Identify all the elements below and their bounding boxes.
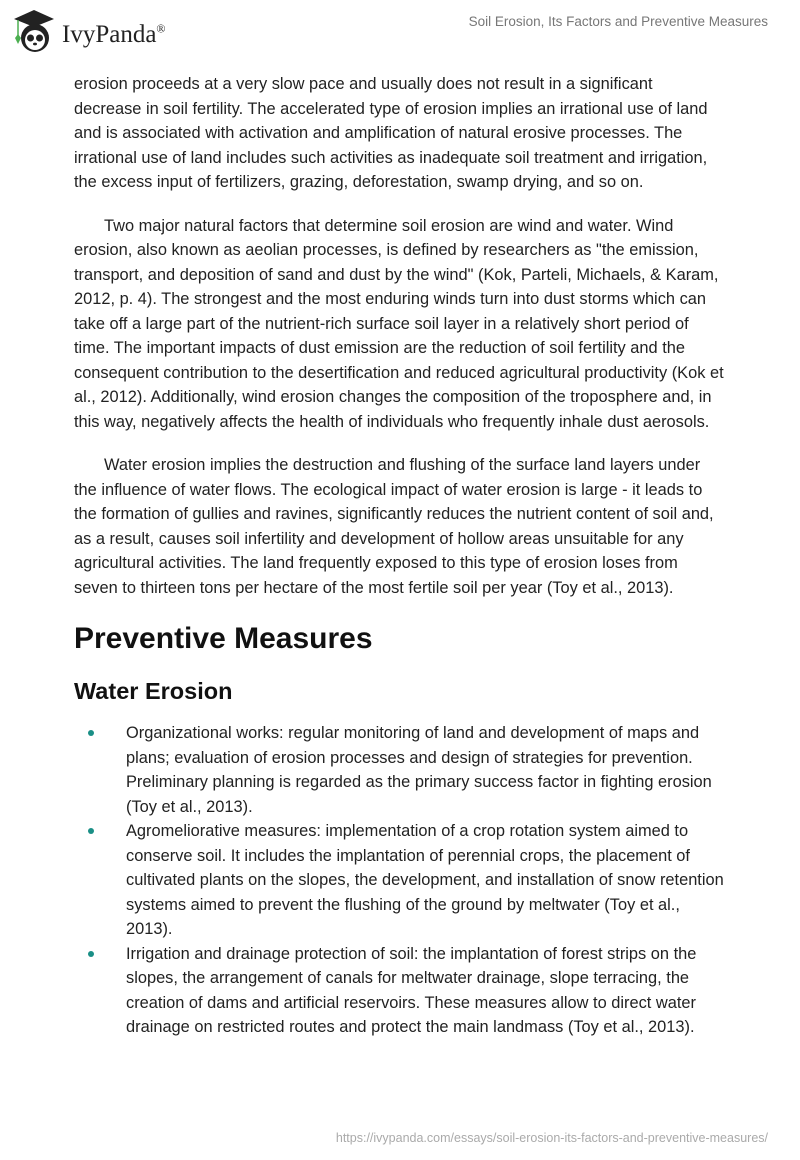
logo-text: IvyPanda® [62,21,166,48]
paragraph: Water erosion implies the destruction and flushing of the surface land layers under the influence of water flows. The ecological impact of water erosion is large - it leads to the formation of gullies and ravines, significantly reduces the nutrient content of soil and, as a result, causes soil infertility and development of hollow areas unsuitable for any agricultural activities. The land frequently exposed to this type of erosion loses from seven to thirteen tons per hectare of the most fertile soil per year (Toy et al., 2013). [74,456,714,597]
source-url[interactable]: https://ivypanda.com/essays/soil-erosion-its-factors-and-preventive-measures/ [335,1131,768,1145]
essay-content [74,72,724,1040]
list-item: Organizational works: regular monitoring of land and development of maps and plans; evaluation of erosion processes and design of strategies for prevention. Preliminary planning is regarded as the primary success factor in fighting erosion (Toy et al., 2013). [74,721,724,819]
ivypanda-logo[interactable] [12,8,166,54]
paragraph: erosion proceeds at a very slow pace and usually does not result in a significant decrease in soil fertility. The accelerated type of erosion implies an irrational use of land and is associated with activation and amplification of natural erosive processes. The irrational use of land includes such activities as inadequate soil treatment and irrigation, the excess input of fertilizers, grazing, deforestation, swamp drying, and so on. [74,75,708,191]
subsection-heading: Water Erosion [74,678,233,704]
page-header [0,0,800,60]
paragraph: Two major natural factors that determine soil erosion are wind and water. Wind erosion, also known as aeolian processes, is defined by researchers as "the emission, transport, and deposition of sand and dust by the wind" (Kok, Parteli, Michaels, & Karam, 2012, p. 4). The strongest and the most enduring winds turn into dust storms which can take off a large part of the nutrient-rich surface soil layer in a relatively short period of time. The important impacts of dust emission are the reduction of soil fertility and the consequent contribution to the desertification and reduced agricultural productivity (Kok et al., 2012). Additionally, wind erosion changes the composition of the troposphere and, in this way, negatively affects the health of individuals who frequently inhale dust aerosols. [74,216,724,431]
list-item: Irrigation and drainage protection of soil: the implantation of forest strips on the slopes, the arrangement of canals for meltwater drainage, slope terracing, the creation of dams and artificial reservoirs. These measures allow to direct water drainage on restricted routes and protect the main landmass (Toy et al., 2013). [74,942,724,1040]
document-title: Soil Erosion, Its Factors and Preventive Measures [468,14,768,29]
bullet-list [74,721,724,1040]
bullet-icon [88,951,94,957]
section-heading: Preventive Measures [74,622,373,655]
list-item: Agromeliorative measures: implementation of a crop rotation system aimed to conserve soil. It includes the implantation of perennial crops, the placement of cultivated plants on the slopes, the development, and installation of snow retention systems aimed to prevent the flushing of the ground by meltwater (Toy et al., 2013). [74,819,724,942]
panda-logo-icon [12,8,56,54]
bullet-icon [88,828,94,834]
bullet-icon [88,730,94,736]
